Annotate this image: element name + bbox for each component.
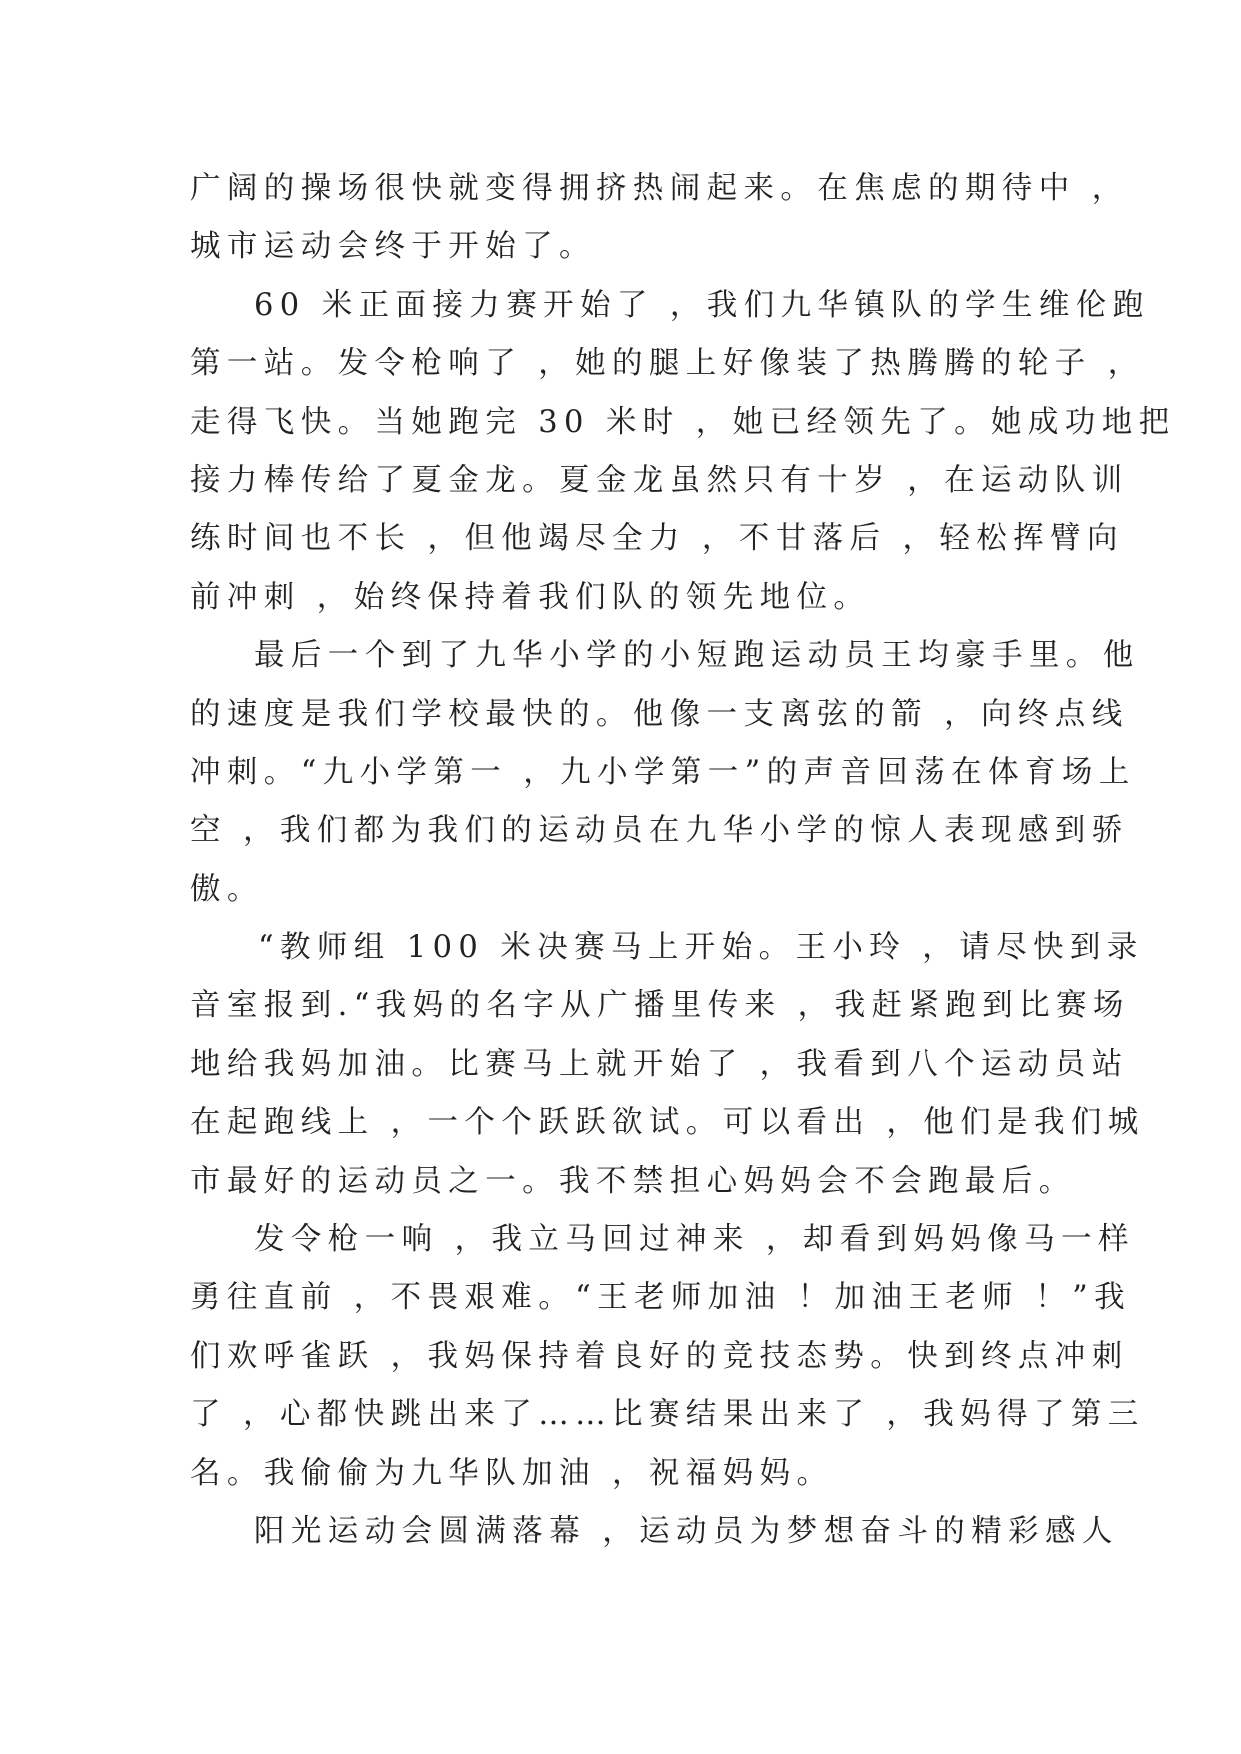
paragraph-first-line: 最后一个到了九华小学的小短跑运动员王均豪手里。他 xyxy=(254,638,1140,674)
text-line: 城市运动会终于开始了。 xyxy=(190,229,596,265)
text-line: 空 ，我们都为我们的运动员在九华小学的惊人表现感到骄 xyxy=(190,813,1129,849)
text-line: 地给我妈加油。比赛马上就开始了 ，我看到八个运动员站 xyxy=(190,1046,1129,1082)
text-line: 勇往直前 ，不畏艰难。“王老师加油 ！加油王老师 ！”我 xyxy=(190,1280,1131,1316)
text-line: 在起跑线上 ，一个个跃跃欲试。可以看出 ，他们是我们城 xyxy=(190,1105,1145,1141)
paragraph-first-line: 发令枪一响 ，我立马回过神来 ，却看到妈妈像马一样 xyxy=(254,1222,1135,1258)
text-line: 练时间也不长 ，但他竭尽全力 ，不甘落后 ，轻松挥臂向 xyxy=(190,521,1124,557)
text-line: 第一站。发令枪响了 ，她的腿上好像装了热腾腾的轮子 ， xyxy=(190,346,1145,382)
text-line: 名。我偷偷为九华队加油 ，祝福妈妈。 xyxy=(190,1455,834,1491)
text-line: 市最好的运动员之一。我不禁担心妈妈会不会跑最后。 xyxy=(190,1163,1076,1199)
paragraph-first-line: 阳光运动会圆满落幕 ，运动员为梦想奋斗的精彩感人 xyxy=(254,1513,1119,1549)
paragraph-first-line: 60 米正面接力赛开始了 ，我们九华镇队的学生维伦跑 xyxy=(254,287,1150,323)
text-line: 了 ，心都快跳出来了……比赛结果出来了 ，我妈得了第三 xyxy=(190,1397,1145,1433)
text-line: 音室报到.“我妈的名字从广播里传来 ，我赶紧跑到比赛场 xyxy=(190,988,1130,1024)
text-line: 的速度是我们学校最快的。他像一支离弦的箭 ，向终点线 xyxy=(190,696,1129,732)
text-line: 走得飞快。当她跑完 30 米时 ，她已经领先了。她成功地把 xyxy=(190,404,1176,440)
text-line: 们欢呼雀跃 ，我妈保持着良好的竞技态势。快到终点冲刺 xyxy=(190,1338,1129,1374)
text-line: 冲刺。“九小学第一 ，九小学第一”的声音回荡在体育场上 xyxy=(190,754,1136,790)
body-text xyxy=(190,160,1176,1561)
paragraph-first-line: “教师组 100 米决赛马上开始。王小玲 ，请尽快到录 xyxy=(258,930,1144,966)
text-line: 傲。 xyxy=(190,871,264,907)
text-line: 接力棒传给了夏金龙。夏金龙虽然只有十岁 ，在运动队训 xyxy=(190,462,1129,498)
text-line: 广阔的操场很快就变得拥挤热闹起来。在焦虑的期待中 ， xyxy=(190,171,1129,206)
text-line: 前冲刺 ，始终保持着我们队的领先地位。 xyxy=(190,579,871,615)
